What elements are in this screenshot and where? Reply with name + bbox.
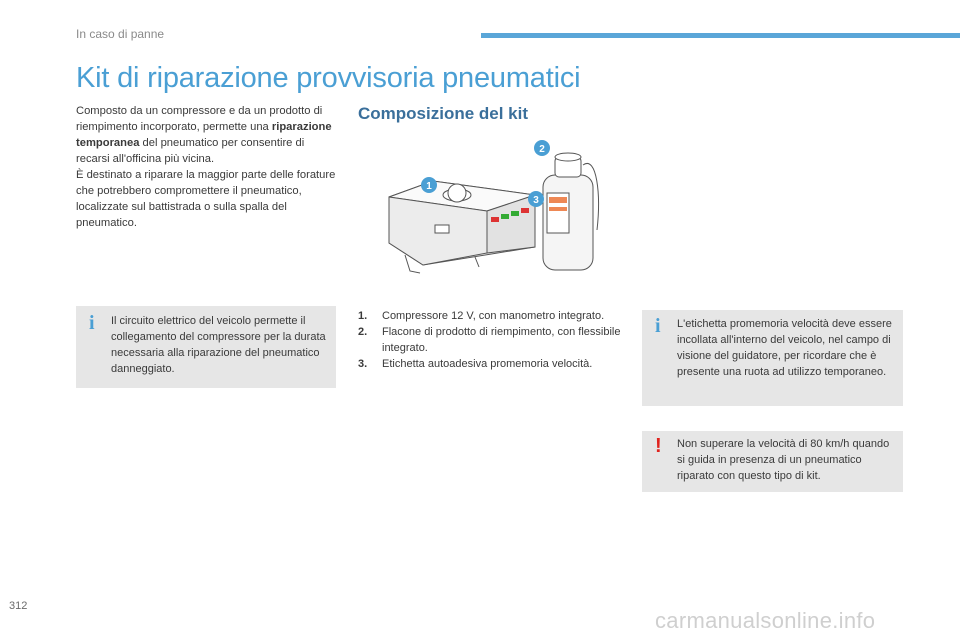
list-item <box>358 356 628 372</box>
compressor-image <box>389 181 535 273</box>
info-box-speed-label-text: L'etichetta promemoria velocità deve essere incollata all'interno del veicolo, nel campo di visione del guidatore, per ricordare che è presente una ruota ad utilizzo temporaneo. <box>677 318 892 378</box>
list-item-text: Etichetta autoadesiva promemoria velocità. <box>382 358 593 370</box>
callout-2-label: 2 <box>539 144 545 155</box>
callout-1-label: 1 <box>426 181 432 192</box>
section-title: Composizione del kit <box>358 104 529 123</box>
header-accent-bar <box>481 33 960 38</box>
info-box-speed-label <box>642 310 903 406</box>
list-item-text: Flacone di prodotto di riempimento, con flessibile integrato. <box>382 326 621 354</box>
info-box-electrical <box>76 306 336 388</box>
intro-bold: riparazione temporanea <box>76 121 332 149</box>
warning-icon: ! <box>655 435 662 457</box>
page-title: Kit di riparazione provvisoria pneumatici <box>76 62 581 94</box>
callout-3 <box>528 191 544 207</box>
sealant-bottle-image <box>543 153 598 270</box>
callout-1 <box>421 177 437 193</box>
section-header: In caso di panne <box>76 27 165 41</box>
list-item-number: 2. <box>358 326 368 338</box>
info-icon: i <box>89 312 95 334</box>
list-item-text: Compressore 12 V, con manometro integrato. <box>382 310 605 322</box>
intro-paragraph-1 <box>76 103 338 167</box>
kit-illustration <box>375 135 625 295</box>
list-item-number: 1. <box>358 310 368 322</box>
intro-part-2: del pneumatico per consentire di recarsi all'officina più vicina. <box>76 137 305 165</box>
list-item <box>358 324 628 356</box>
warning-text: Non superare la velocità di 80 km/h quando si guida in presenza di un pneumatico riparato con questo tipo di kit. <box>677 438 890 482</box>
page-number: 312 <box>9 600 28 612</box>
info-icon: i <box>655 315 661 337</box>
warning-box <box>642 431 903 492</box>
intro-part-1: Composto da un compressore e da un prodotto di riempimento incorporato, permette una <box>76 105 323 133</box>
intro-paragraph-2: È destinato a riparare la maggior parte delle forature che potrebbero compromettere il pneumatico, localizzate sul battistrada o sulla spalla del pneumatico. <box>76 169 336 229</box>
info-box-electrical-text: Il circuito elettrico del veicolo permette il collegamento del compressore per la durata necessaria alla riparazione del pneumatico danneggiato. <box>111 315 326 375</box>
intro-text <box>76 103 338 231</box>
callout-2 <box>534 140 550 156</box>
watermark: carmanualsonline.info <box>655 608 876 633</box>
list-item <box>358 308 628 324</box>
list-item-number: 3. <box>358 358 368 370</box>
callout-3-label: 3 <box>533 195 539 206</box>
kit-items-list <box>358 308 628 372</box>
